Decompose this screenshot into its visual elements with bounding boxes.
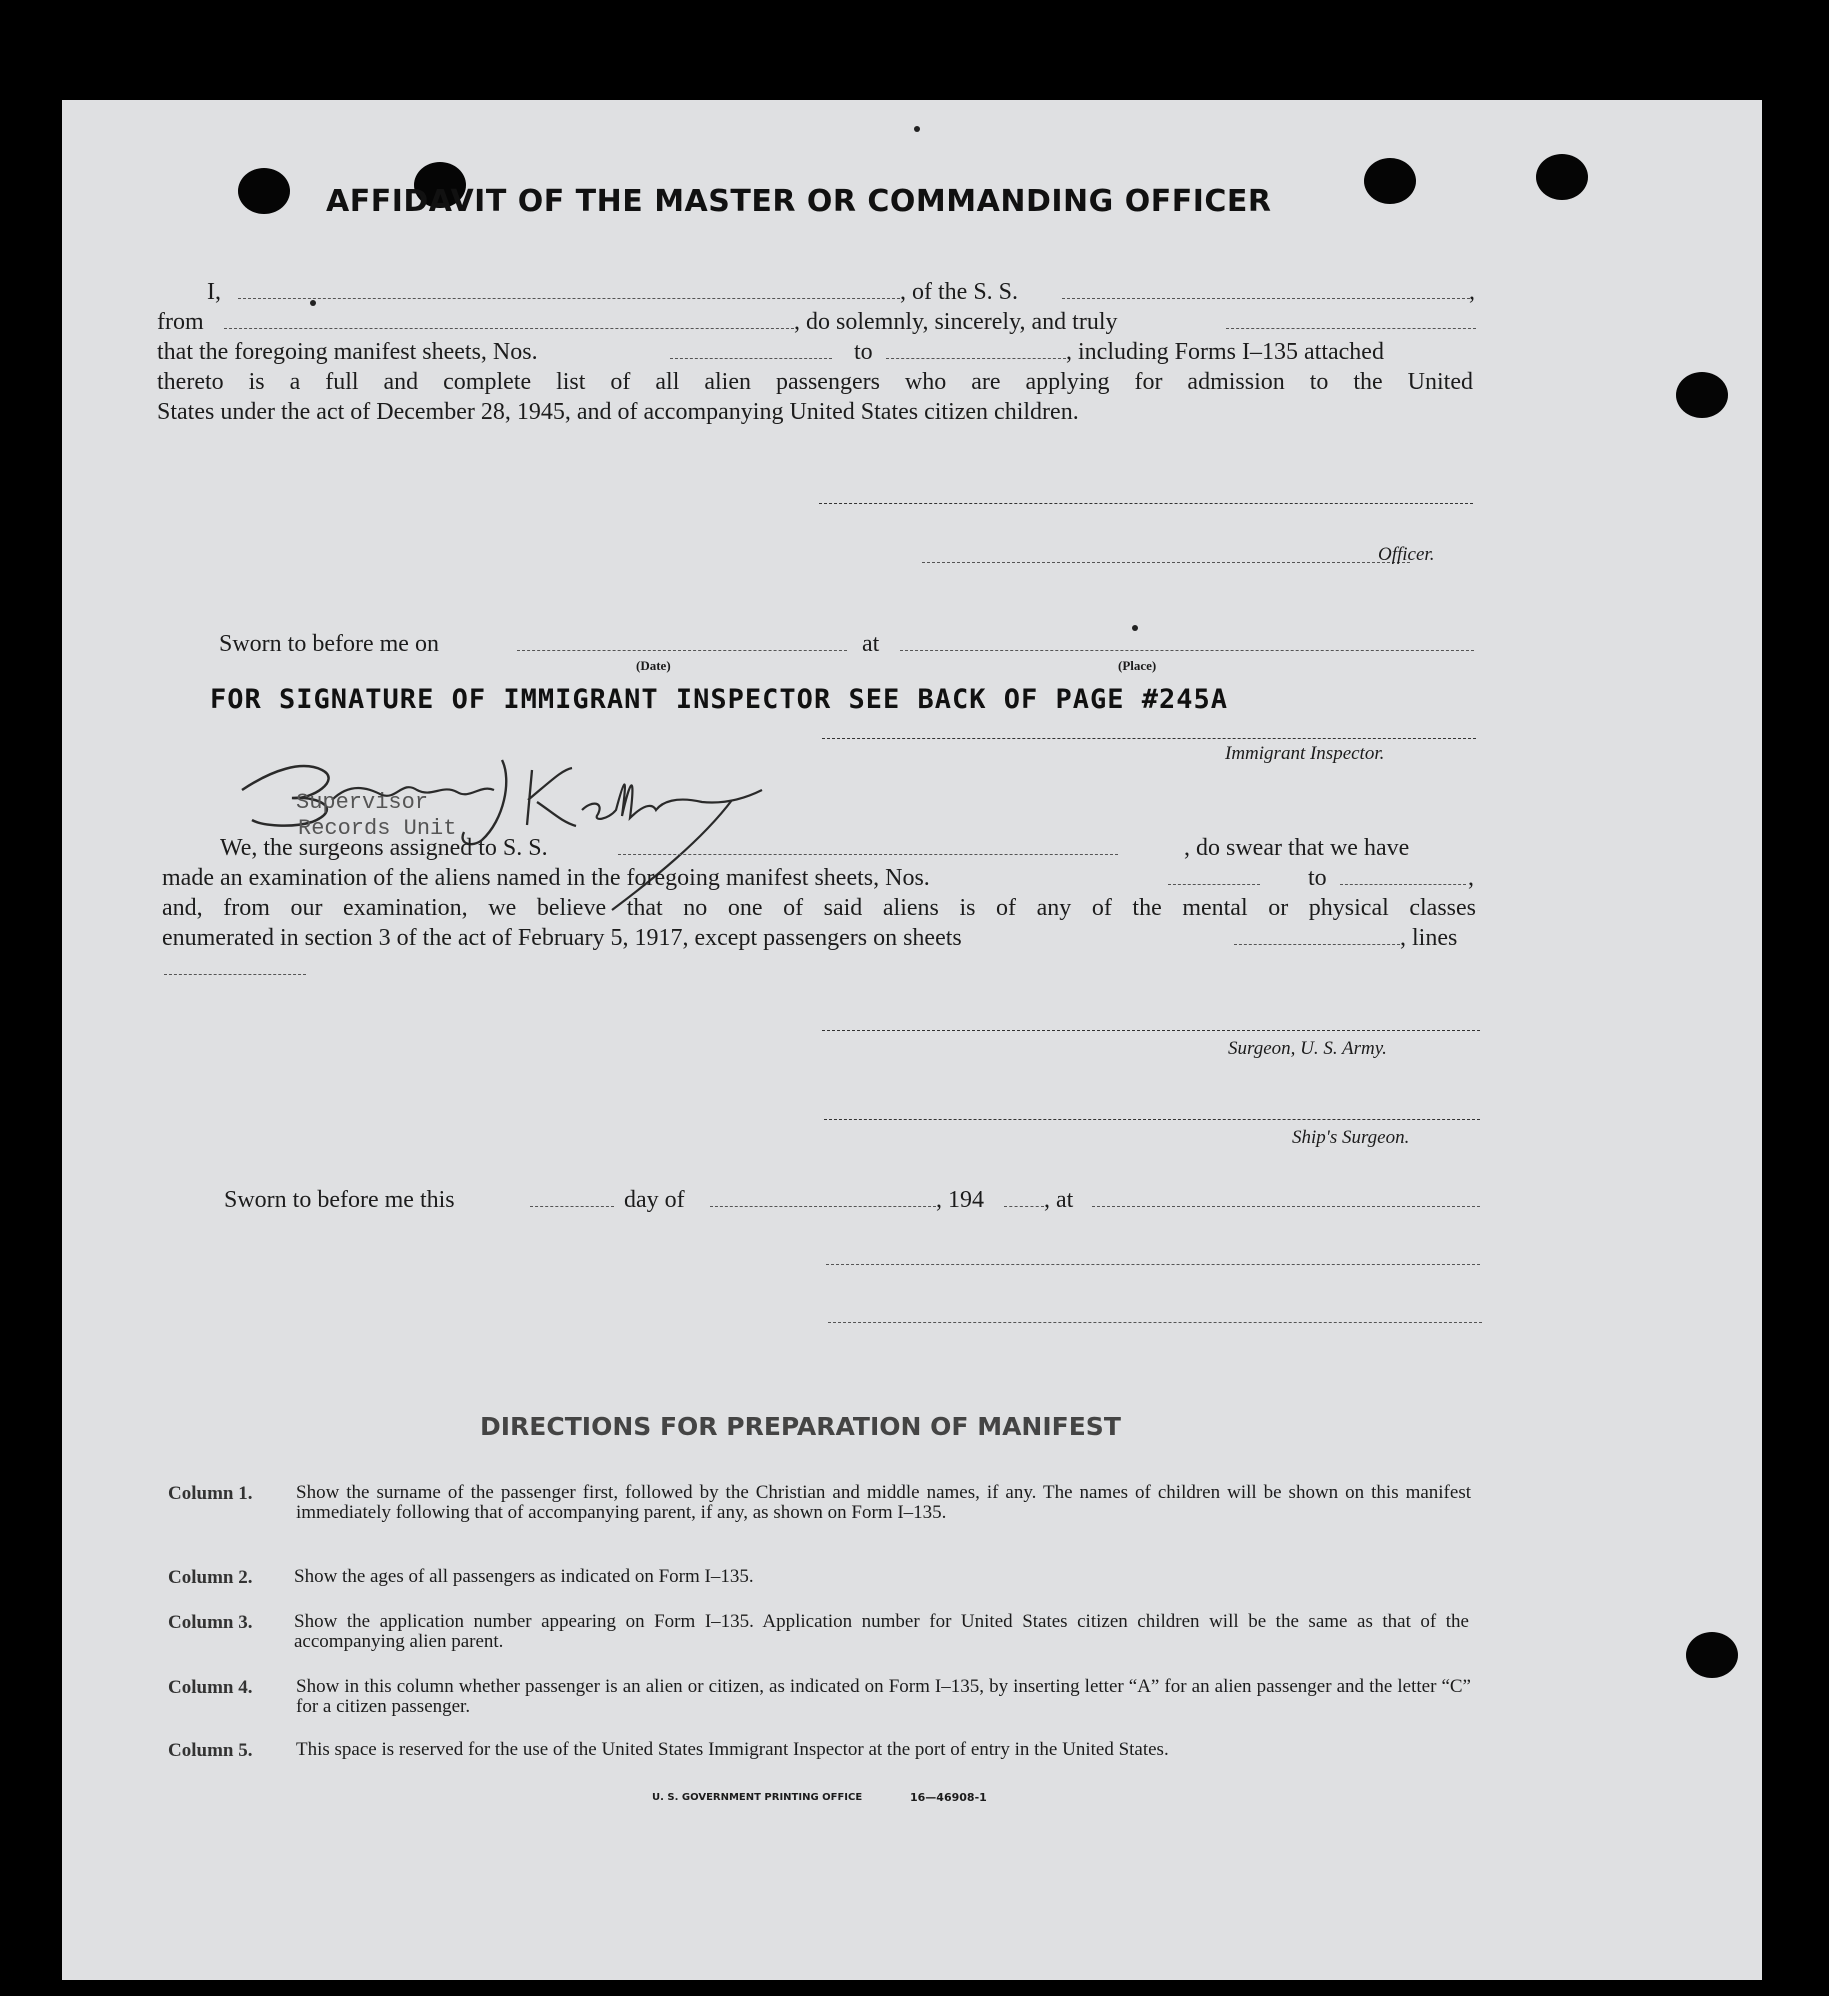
- officer-label: Officer.: [1378, 544, 1435, 565]
- officer-signature-line[interactable]: [819, 503, 1473, 504]
- affidavit-line3-start: that the foregoing manifest sheets, Nos.: [157, 339, 538, 365]
- sworn2-signature-line[interactable]: [826, 1264, 1480, 1265]
- sworn2-month-field[interactable]: [710, 1206, 936, 1207]
- surgeons-line4-start: enumerated in section 3 of the act of February 5, 1917, except passengers on sheets: [162, 925, 962, 951]
- affidavit-line1-mid: , of the S. S.: [900, 279, 1019, 305]
- surgeons-line1-end: , do swear that we have: [1184, 835, 1410, 861]
- immigrant-inspector-label: Immigrant Inspector.: [1225, 743, 1385, 764]
- affidavit-line3-end: , including Forms I–135 attached: [1066, 339, 1384, 365]
- officer-title-line[interactable]: [922, 562, 1410, 563]
- column-4-text: Show in this column whether passenger is an alien or citizen, as indicated on Form I–135, by inserting letter “A” for an alien passenger and the letter “C” for a citizen passenger.: [296, 1676, 1471, 1717]
- inspector-signature-line[interactable]: [822, 738, 1476, 739]
- sworn2-place-field[interactable]: [1092, 1206, 1480, 1207]
- army-surgeon-label: Surgeon, U. S. Army.: [1228, 1038, 1387, 1059]
- except-sheets-field[interactable]: [1234, 944, 1400, 945]
- punch-hole: [238, 168, 290, 214]
- sworn-at-label: at: [862, 631, 880, 657]
- column-3-label: Column 3.: [168, 1612, 253, 1633]
- surgeons-line2-to: to: [1308, 865, 1327, 891]
- supervisor-title: Supervisor: [296, 790, 429, 815]
- sheet-to-field[interactable]: [886, 358, 1066, 359]
- column-3-text: Show the application number appearing on Form I–135. Application number for United States citizen children will be the same as that of the accompanying alien parent.: [294, 1611, 1469, 1652]
- sworn2-at-label: , at: [1044, 1187, 1074, 1213]
- sworn-date-prefix: Sworn to before me on: [219, 631, 439, 657]
- directions-title: DIRECTIONS FOR PREPARATION OF MANIFEST: [480, 1412, 1121, 1441]
- sworn2-prefix: Sworn to before me this: [224, 1187, 455, 1213]
- page-title: AFFIDAVIT OF THE MASTER OR COMMANDING OFFICER: [326, 184, 1272, 219]
- date-caption: (Date): [636, 658, 671, 673]
- punch-hole: [1686, 1632, 1738, 1678]
- column-5-label: Column 5.: [168, 1740, 253, 1761]
- sworn-date-field[interactable]: [517, 650, 847, 651]
- sworn2-day-field[interactable]: [530, 1206, 614, 1207]
- affidavit-line2-mid: , do solemnly, sincerely, and truly: [794, 309, 1118, 335]
- ship-surgeon-signature-line[interactable]: [824, 1119, 1480, 1120]
- surgeons-ship-field[interactable]: [618, 854, 1118, 855]
- departure-port-field[interactable]: [224, 328, 794, 329]
- master-name-field[interactable]: [238, 298, 900, 299]
- surgeons-line3: and, from our examination, we believe that no one of said aliens is of any of the mental or physical classes: [162, 895, 1476, 921]
- affidavit-line2-start: from: [157, 309, 204, 335]
- punch-hole: [1676, 372, 1728, 418]
- army-surgeon-signature-line[interactable]: [822, 1030, 1480, 1031]
- sworn2-day-of: day of: [624, 1187, 685, 1213]
- punch-hole: [1536, 154, 1588, 200]
- affidavit-line4: thereto is a full and complete list of all alien passengers who are applying for admission to the United: [157, 369, 1473, 395]
- affidavit-line5: States under the act of December 28, 1945, and of accompanying United States citizen children.: [157, 399, 1079, 425]
- form-code: 16—46908-1: [910, 1791, 987, 1804]
- sworn2-title-line[interactable]: [828, 1322, 1482, 1323]
- column-4-label: Column 4.: [168, 1677, 253, 1698]
- surgeons-sheet-to-field[interactable]: [1340, 884, 1466, 885]
- printer-imprint: U. S. GOVERNMENT PRINTING OFFICE: [652, 1792, 863, 1803]
- surgeons-line4-end: , lines: [1400, 925, 1458, 951]
- place-caption: (Place): [1118, 658, 1157, 673]
- speck: [914, 126, 920, 132]
- column-2-label: Column 2.: [168, 1567, 253, 1588]
- column-1-label: Column 1.: [168, 1483, 253, 1504]
- sworn2-year-prefix: , 194: [936, 1187, 984, 1213]
- speck: [1132, 625, 1138, 631]
- ship-name-field[interactable]: [1062, 298, 1470, 299]
- form-page: [62, 100, 1762, 1980]
- column-5-text: This space is reserved for the use of the United States Immigrant Inspector at the port of entry in the United States.: [296, 1739, 1169, 1760]
- column-1-text: Show the surname of the passenger first, followed by the Christian and middle names, if any. The names of children will be shown on this manifest immediately following that of accompanying parent, if any, as shown on Form I–135.: [296, 1482, 1471, 1523]
- affidavit-line3-to: to: [854, 339, 873, 365]
- supervisor-unit: Records Unit: [298, 816, 457, 841]
- surgeons-line1-start: We, the surgeons assigned to S. S.: [220, 835, 548, 861]
- ship-surgeon-label: Ship's Surgeon.: [1292, 1127, 1410, 1148]
- sworn2-year-field[interactable]: [1004, 1206, 1044, 1207]
- except-lines-field[interactable]: [164, 974, 306, 975]
- surgeons-line2-end: ,: [1468, 865, 1474, 891]
- column-2-text: Show the ages of all passengers as indicated on Form I–135.: [294, 1566, 754, 1587]
- affidavit-line1-start: I,: [207, 279, 221, 305]
- oath-field[interactable]: [1226, 328, 1476, 329]
- punch-hole: [1364, 158, 1416, 204]
- speck: [310, 300, 316, 306]
- sworn-place-field[interactable]: [900, 650, 1474, 651]
- surgeons-sheet-from-field[interactable]: [1168, 884, 1260, 885]
- inspector-stamp-notice: FOR SIGNATURE OF IMMIGRANT INSPECTOR SEE BACK OF PAGE #245A: [210, 684, 1229, 715]
- sheet-from-field[interactable]: [670, 358, 832, 359]
- surgeons-line2-start: made an examination of the aliens named in the foregoing manifest sheets, Nos.: [162, 865, 930, 891]
- affidavit-line1-end: ,: [1469, 279, 1475, 305]
